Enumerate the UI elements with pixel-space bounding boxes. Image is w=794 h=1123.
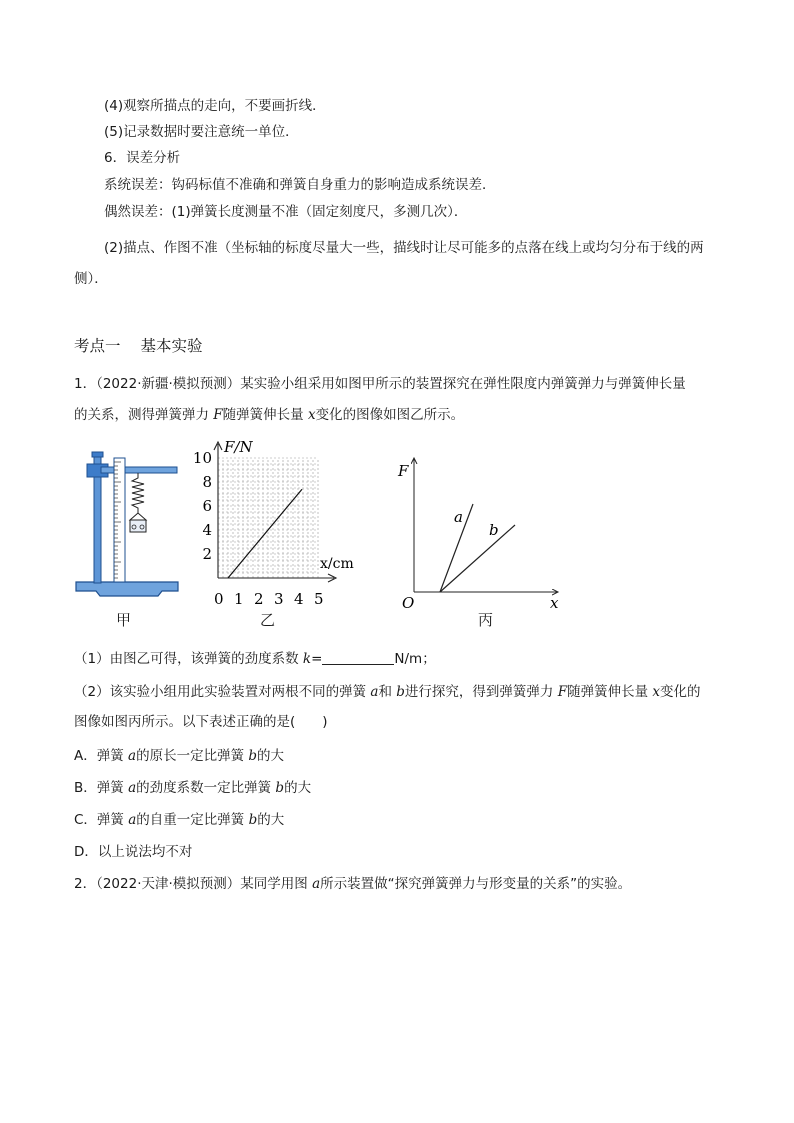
option-text: A．弹簧 xyxy=(74,748,129,764)
spring xyxy=(132,473,144,513)
option-c[interactable] xyxy=(74,811,284,829)
y-axis-label: F/N xyxy=(224,438,253,456)
series-line xyxy=(228,489,302,578)
analysis-item-4: (4)观察所描点的走向，不要画折线． xyxy=(104,98,326,114)
option-text: 的大 xyxy=(284,780,312,796)
topic-label: 考点一 xyxy=(74,337,121,355)
graph-bing xyxy=(390,450,570,620)
y-tick-label: 8 xyxy=(202,473,212,491)
q1-text: 变化的图像如图乙所示。 xyxy=(315,407,465,423)
apparatus-arm xyxy=(101,467,177,473)
var-b: b xyxy=(396,684,405,700)
option-d[interactable]: D．以上说法均不对 xyxy=(74,844,193,860)
figure-label-bing: 丙 xyxy=(478,611,494,629)
var-b: b xyxy=(275,780,285,796)
q1-text: 随弹簧伸长量 xyxy=(567,684,653,700)
option-text: C．弹簧 xyxy=(74,812,129,828)
topic-title: 基本实验 xyxy=(140,337,203,355)
label-a: a xyxy=(454,508,463,526)
option-text: 的大 xyxy=(257,748,285,764)
x-tick-label: 3 xyxy=(274,590,284,608)
option-a[interactable] xyxy=(74,747,284,765)
option-text: 的原长一定比弹簧 xyxy=(136,748,249,764)
var-a: a xyxy=(128,780,137,796)
q1-text: = xyxy=(311,651,323,667)
answer-blank[interactable] xyxy=(322,650,394,665)
q1-intro-line1: 1．（2022·新疆·模拟预测）某实验小组采用如图甲所示的装置探究在弹性限度内弹簧弹力与弹簧伸长量 xyxy=(74,376,686,392)
q1-text: 和 xyxy=(378,684,397,700)
q1-text: 进行探究，得到弹簧弹力 xyxy=(404,684,558,700)
y-tick-label: 2 xyxy=(202,545,212,563)
random-error-text-1: 偶然误差：(1)弹簧长度测量不准（固定刻度尺，多测几次）． xyxy=(104,204,468,220)
var-x: x xyxy=(652,684,660,700)
q1-text: 的关系，测得弹簧弹力 xyxy=(74,407,214,423)
option-text: B．弹簧 xyxy=(74,780,129,796)
q1-sub2-line2: 图像如图丙所示。以下表述正确的是( ) xyxy=(74,714,328,730)
chart-yi xyxy=(192,438,396,620)
y-tick-label: 10 xyxy=(192,449,212,467)
ruler xyxy=(114,458,125,582)
x-tick-label: 4 xyxy=(294,590,304,608)
var-a: a xyxy=(128,748,137,764)
var-a: a xyxy=(312,876,321,892)
x-tick-label: 0 xyxy=(214,590,224,608)
var-b: b xyxy=(248,812,258,828)
x-tick-label: 1 xyxy=(234,590,244,608)
option-b[interactable] xyxy=(74,779,311,797)
x-axis-label: x/cm xyxy=(320,556,354,572)
var-a: a xyxy=(128,812,137,828)
systematic-error-text: 系统误差：钩码标值不准确和弹簧自身重力的影响造成系统误差． xyxy=(104,177,496,193)
option-text: 的自重一定比弹簧 xyxy=(136,812,249,828)
origin-label: O xyxy=(402,594,415,612)
label-b: b xyxy=(489,521,499,539)
line-b xyxy=(440,525,515,592)
apparatus-base xyxy=(76,582,178,596)
random-error-text-2-cont: 侧）． xyxy=(74,271,108,287)
q2-text-part: 所示装置做“探究弹簧弹力与形变量的关系”的实验。 xyxy=(320,876,632,892)
var-F: F xyxy=(213,407,223,423)
q1-text: （1）由图乙可得，该弹簧的劲度系数 xyxy=(74,651,303,667)
q1-unit: N/m； xyxy=(394,651,436,667)
random-error-text-2: (2)描点、作图不准（坐标轴的标度尽量大一些，描线时让尽可能多的点落在线上或均匀分布于线的两 xyxy=(104,240,704,256)
var-F: F xyxy=(557,684,568,700)
x-tick-label: 2 xyxy=(254,590,264,608)
analysis-item-5: (5)记录数据时要注意统一单位． xyxy=(104,124,299,140)
option-text: 的大 xyxy=(257,812,285,828)
x-tick-label: 5 xyxy=(314,590,324,608)
q1-text: 随弹簧伸长量 xyxy=(222,407,308,423)
q2-text xyxy=(74,875,631,893)
axis-label-x: x xyxy=(550,594,559,612)
q1-sub1 xyxy=(74,650,436,668)
y-tick-label: 4 xyxy=(202,521,212,539)
q1-text: 变化的 xyxy=(660,684,701,700)
q1-sub2-line1 xyxy=(74,683,701,701)
axis-label-F: F xyxy=(398,462,409,480)
q2-text-part: 2．（2022·天津·模拟预测）某同学用图 xyxy=(74,876,313,892)
var-a: a xyxy=(370,684,379,700)
figure-label-yi: 乙 xyxy=(260,611,276,629)
apparatus-figure xyxy=(70,450,190,635)
figure-label-jia: 甲 xyxy=(116,611,132,629)
q1-text: （2）该实验小组用此实验装置对两根不同的弹簧 xyxy=(74,684,371,700)
option-text: 的劲度系数一定比弹簧 xyxy=(136,780,276,796)
var-x: x xyxy=(307,407,316,423)
y-tick-label: 6 xyxy=(202,497,212,515)
var-b: b xyxy=(248,748,258,764)
section-heading-error-analysis: 6．误差分析 xyxy=(104,150,181,166)
topic-heading xyxy=(74,334,203,356)
var-k: k xyxy=(302,651,312,667)
q1-intro-line2 xyxy=(74,406,464,424)
